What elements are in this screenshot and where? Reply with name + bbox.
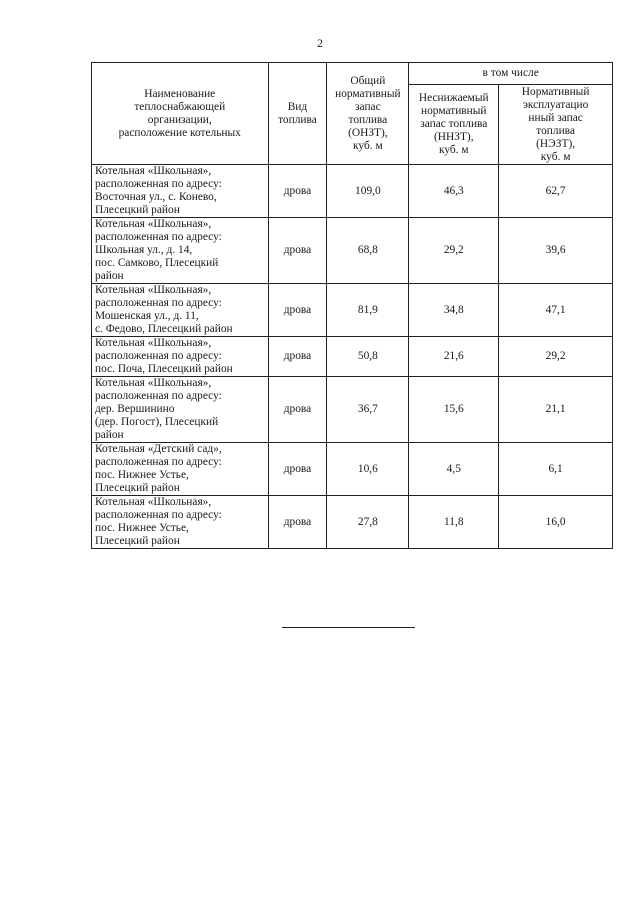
boiler-name-cell: Котельная «Школьная», расположенная по адресу: Восточная ул., с. Конево, Плесецкий район (92, 165, 269, 218)
boiler-name-cell: Котельная «Школьная», расположенная по адресу: дер. Вершинино (дер. Погост), Плесецкий район (92, 377, 269, 443)
boiler-name-cell: Котельная «Школьная», расположенная по адресу: пос. Нижнее Устье, Плесецкий район (92, 496, 269, 549)
page-number: 2 (317, 36, 323, 50)
total-reserve-cell: 109,0 (327, 165, 409, 218)
fuel-type-cell: дрова (268, 337, 327, 377)
total-reserve-cell: 50,8 (327, 337, 409, 377)
boiler-name-cell: Котельная «Школьная», расположенная по адресу: пос. Поча, Плесецкий район (92, 337, 269, 377)
header-including: в том числе (409, 63, 613, 85)
nezt-cell: 29,2 (499, 337, 613, 377)
boiler-name-cell: Котельная «Школьная», расположенная по адресу: Школьная ул., д. 14, пос. Самково, Плесецкий район (92, 218, 269, 284)
table-row (92, 443, 613, 496)
table-row (92, 337, 613, 377)
boiler-name-cell: Котельная «Школьная», расположенная по адресу: Мошенская ул., д. 11, с. Федово, Плесецкий район (92, 284, 269, 337)
nezt-cell: 39,6 (499, 218, 613, 284)
fuel-type-cell: дрова (268, 284, 327, 337)
fuel-type-cell: дрова (268, 377, 327, 443)
table-body (92, 165, 613, 549)
nnzt-cell: 11,8 (409, 496, 499, 549)
nezt-cell: 47,1 (499, 284, 613, 337)
boiler-name-cell: Котельная «Детский сад», расположенная по адресу: пос. Нижнее Устье, Плесецкий район (92, 443, 269, 496)
nnzt-cell: 21,6 (409, 337, 499, 377)
table-row (92, 284, 613, 337)
table-row (92, 496, 613, 549)
nnzt-cell: 34,8 (409, 284, 499, 337)
fuel-reserve-table (91, 62, 613, 549)
fuel-type-cell: дрова (268, 165, 327, 218)
nezt-cell: 21,1 (499, 377, 613, 443)
header-nnzt: Неснижаемый нормативный запас топлива (ННЗТ), куб. м (409, 85, 499, 165)
total-reserve-cell: 68,8 (327, 218, 409, 284)
total-reserve-cell: 27,8 (327, 496, 409, 549)
nezt-cell: 6,1 (499, 443, 613, 496)
table-row (92, 218, 613, 284)
header-total-reserve: Общий нормативный запас топлива (ОНЗТ), куб. м (327, 63, 409, 165)
header-fuel-type: Вид топлива (268, 63, 327, 165)
table-row (92, 165, 613, 218)
nezt-cell: 62,7 (499, 165, 613, 218)
fuel-type-cell: дрова (268, 443, 327, 496)
closing-rule (282, 627, 415, 628)
nnzt-cell: 46,3 (409, 165, 499, 218)
total-reserve-cell: 10,6 (327, 443, 409, 496)
fuel-type-cell: дрова (268, 218, 327, 284)
nnzt-cell: 4,5 (409, 443, 499, 496)
header-nezt: Нормативный эксплуатацио нный запас топлива (НЭЗТ), куб. м (499, 85, 613, 165)
table-row (92, 377, 613, 443)
fuel-type-cell: дрова (268, 496, 327, 549)
nnzt-cell: 15,6 (409, 377, 499, 443)
nezt-cell: 16,0 (499, 496, 613, 549)
total-reserve-cell: 36,7 (327, 377, 409, 443)
nnzt-cell: 29,2 (409, 218, 499, 284)
header-organization: Наименование теплоснабжающей организации, расположение котельных (92, 63, 269, 165)
total-reserve-cell: 81,9 (327, 284, 409, 337)
